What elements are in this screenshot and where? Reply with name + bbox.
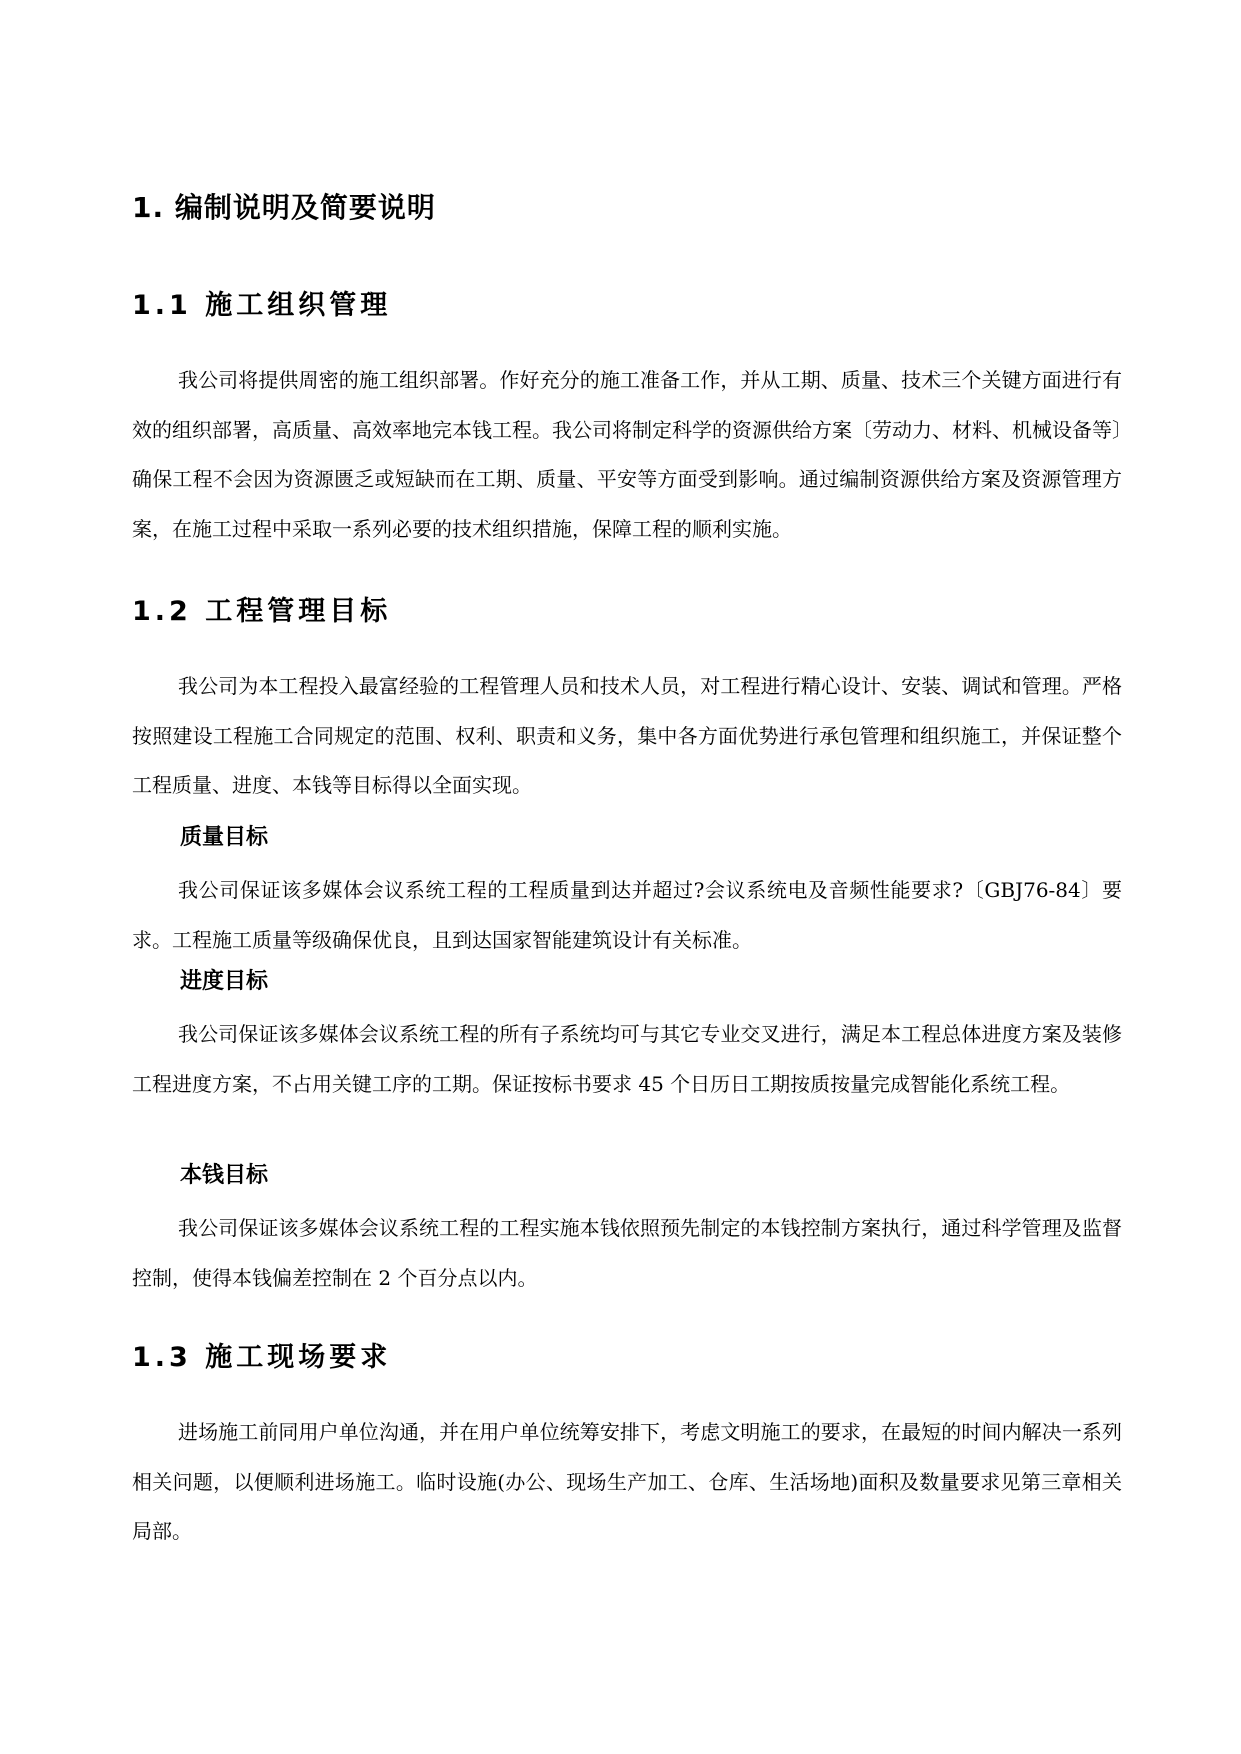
section-paragraph-1-2: 我公司为本工程投入最富经验的工程管理人员和技术人员，对工程进行精心设计、安装、调试和管理。严格按照建设工程施工合同规定的范围、权利、职责和义务，集中各方面优势进行承包管理和组织施工，并保证整个工程质量、进度、本钱等目标得以全面实现。 [132, 674, 1122, 797]
section-paragraph-1-1: 我公司将提供周密的施工组织部署。作好充分的施工准备工作，并从工期、质量、技术三个关键方面进行有效的组织部署，高质量、高效率地完本钱工程。我公司将制定科学的资源供给方案〔劳动力、材料、机械设备等〕确保工程不会因为资源匮乏或短缺而在工期、质量、平安等方面受到影响。通过编制资源供给方案及资源管理方案，在施工过程中采取一系列必要的技术组织措施，保障工程的顺利实施。 [132, 368, 1122, 541]
main-heading: 1. 编制说明及简要说明 [132, 191, 436, 224]
subsection-heading-cost: 本钱目标 [180, 1163, 269, 1188]
section-heading-1-3: 1.3 施工现场要求 [132, 1342, 392, 1373]
subsection-paragraph-schedule: 我公司保证该多媒体会议系统工程的所有子系统均可与其它专业交叉进行，满足本工程总体进度方案及装修工程进度方案，不占用关键工序的工期。保证按标书要求 45 个日历日工期按质按量完成智能化系统工程。 [132, 1022, 1122, 1096]
subsection-heading-schedule: 进度目标 [180, 969, 269, 994]
subsection-paragraph-cost: 我公司保证该多媒体会议系统工程的工程实施本钱依照预先制定的本钱控制方案执行，通过科学管理及监督控制，使得本钱偏差控制在 2 个百分点以内。 [132, 1216, 1122, 1290]
section-heading-1-1: 1.1 施工组织管理 [132, 290, 392, 321]
subsection-heading-quality: 质量目标 [180, 825, 269, 850]
subsection-paragraph-quality: 我公司保证该多媒体会议系统工程的工程质量到达并超过?会议系统电及音频性能要求?〔GBJ76-84〕要求。工程施工质量等级确保优良，且到达国家智能建筑设计有关标准。 [132, 878, 1122, 952]
section-heading-1-2: 1.2 工程管理目标 [132, 596, 392, 627]
section-paragraph-1-3: 进场施工前同用户单位沟通，并在用户单位统筹安排下，考虑文明施工的要求，在最短的时间内解决一系列相关问题，以便顺利进场施工。临时设施(办公、现场生产加工、仓库、生活场地)面积及数量要求见第三章相关局部。 [132, 1420, 1122, 1543]
